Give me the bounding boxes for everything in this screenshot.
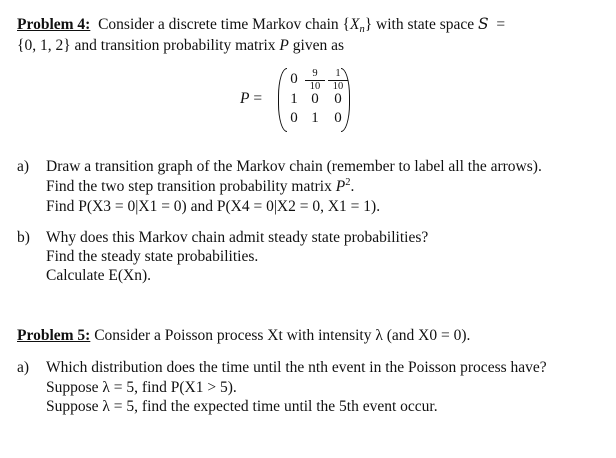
p5-a-line3: Suppose λ = 5, find the expected time until the 5th event occur. <box>46 398 438 415</box>
matrix-r3c3: 0 <box>334 110 342 126</box>
matrix-r2c1: 1 <box>290 91 298 107</box>
problem4-intro-line2: {0, 1, 2} and transition probability matrix P given as <box>17 37 344 54</box>
problem4-intro-text: Consider a discrete time Markov chain $\{X_n\}$ with state space S = <box>98 15 506 35</box>
problem5-heading: Problem 5: <box>17 327 91 344</box>
transition-matrix <box>278 68 350 130</box>
p4-b-line2: Find the steady state probabilities. <box>46 248 259 265</box>
p4-a-line1: Draw a transition graph of the Markov chain (remember to label all the arrows). <box>46 158 542 175</box>
p5-a-line2: Suppose λ = 5, find P(X1 > 5). <box>46 379 237 396</box>
p4-b-label: b) <box>17 229 30 246</box>
matrix-r2c3: 0 <box>334 91 342 107</box>
p4-a-line3: Find P(X3 = 0|X1 = 0) and P(X4 = 0|X2 = 0, X1 = 1). <box>46 198 381 215</box>
p5-a-label: a) <box>17 359 30 376</box>
problem4-heading: Problem 4: <box>17 16 91 33</box>
matrix-r2c2: 0 <box>311 91 319 107</box>
matrix-r3c2: 1 <box>311 110 319 126</box>
p4-b-line1: Why does this Markov chain admit steady state probabilities? <box>46 229 429 246</box>
p4-a-label: a) <box>17 158 30 175</box>
matrix-r1c2: $\frac{9}{10}$ <box>305 69 325 92</box>
p5-a-line1: Which distribution does the time until the nth event in the Poisson process have? <box>46 359 547 376</box>
matrix-r1c1: 0 <box>290 71 298 87</box>
matrix-r3c1: 0 <box>290 110 298 126</box>
p4-b-line3: Calculate E(Xn). <box>46 267 152 284</box>
problem4-intro-line1 <box>17 15 505 34</box>
matrix-r1c3: $\frac{1}{10}$ <box>328 69 348 92</box>
problem5-intro-line <box>17 326 470 345</box>
p4-a-line2: Find the two step transition probability matrix $P^2$. <box>46 177 355 195</box>
matrix-lhs: P = <box>240 90 263 107</box>
problem5-intro-text: Consider a Poisson process Xt with intensity λ (and X0 = 0). <box>94 327 471 344</box>
